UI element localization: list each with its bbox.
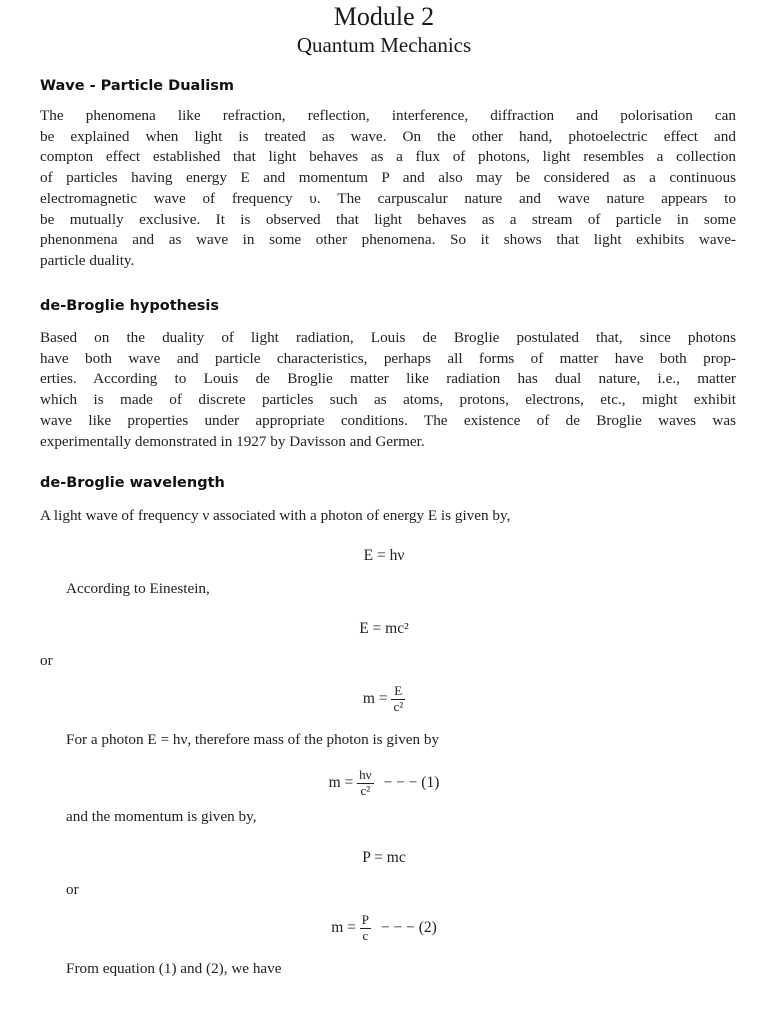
equation-e-mc2: E = mc² xyxy=(359,620,409,637)
paragraph-line: which is made of discrete particles such as atoms, protons, electrons, etc., might exhibit xyxy=(40,391,736,409)
section-heading-wave-particle: Wave - Particle Dualism xyxy=(40,78,235,94)
page-subtitle: Quantum Mechanics xyxy=(296,33,472,57)
equation-1 xyxy=(0,768,768,799)
fraction xyxy=(391,684,405,715)
paragraph-line: compton effect established that light behaves as a flux of photons, light resembles a collection xyxy=(40,148,736,166)
paragraph-hypothesis xyxy=(40,328,736,452)
from-equations-text: From equation (1) and (2), we have xyxy=(66,960,282,977)
paragraph-wave-particle xyxy=(40,106,736,272)
paragraph-line: particle duality. xyxy=(40,251,135,269)
equation-e-hnu: E = hν xyxy=(363,547,405,564)
paragraph-line: have both wave and particle characteristics, perhaps all forms of matter have both prop- xyxy=(40,349,736,367)
paragraph-line: electromagnetic wave of frequency υ. The carpuscalur nature and wave nature appears to xyxy=(40,189,736,207)
paragraph-line: wave like properties under appropriate conditions. The existence of de Broglie waves was xyxy=(40,411,736,429)
fraction xyxy=(360,913,371,944)
paragraph-line: experimentally demonstrated in 1927 by Davisson and Germer. xyxy=(40,432,425,450)
fraction-denominator: c² xyxy=(360,782,371,798)
equation-lhs: m = xyxy=(362,690,388,707)
or-text: or xyxy=(40,652,53,669)
paragraph-line: be mutually exclusive. It is observed that light behaves as a stream of particle in some xyxy=(40,210,736,228)
paragraph-line: be explained when light is treated as wave. On the other hand, photoelectric effect and xyxy=(40,127,736,145)
paragraph-line: of particles having energy E and momentum P and also may be considered as a continuous xyxy=(40,169,736,187)
fraction-denominator: c xyxy=(362,927,369,943)
equation-lhs: m = xyxy=(331,919,356,936)
equation-m-e-c2 xyxy=(0,684,768,715)
fraction-numerator: hν xyxy=(359,767,372,782)
equation-tag: − − − (2) xyxy=(380,919,437,936)
equation-p-mc: P = mc xyxy=(362,849,406,866)
according-text: According to Einestein, xyxy=(66,580,210,597)
fraction-numerator: E xyxy=(391,684,405,700)
equation-tag: − − − (1) xyxy=(383,774,440,791)
paragraph-line: The phenomena like refraction, reflection, interference, diffraction and polorisation can xyxy=(40,107,736,124)
page-title: Module 2 xyxy=(333,2,435,31)
paragraph-line: phenonmena and as wave in some other phenomena. So it shows that light exhibits wave- xyxy=(40,231,736,249)
fraction-numerator: P xyxy=(361,912,369,927)
section-heading-wavelength: de-Broglie wavelength xyxy=(40,475,225,491)
wavelength-intro: A light wave of frequency ν associated with a photon of energy E is given by, xyxy=(40,507,511,524)
equation-lhs: m = xyxy=(328,774,354,791)
fraction xyxy=(357,768,373,799)
fraction-denominator: c² xyxy=(393,698,404,714)
or-text: or xyxy=(66,881,79,898)
equation-2 xyxy=(0,913,768,944)
momentum-text: and the momentum is given by, xyxy=(66,808,257,825)
section-heading-hypothesis: de-Broglie hypothesis xyxy=(40,298,220,314)
paragraph-line: erties. According to Louis de Broglie matter like radiation has dual nature, i.e., matter xyxy=(40,370,736,388)
photon-mass-text: For a photon E = hν, therefore mass of the photon is given by xyxy=(66,731,440,748)
paragraph-line: Based on the duality of light radiation, Louis de Broglie postulated that, since photons xyxy=(40,329,736,346)
